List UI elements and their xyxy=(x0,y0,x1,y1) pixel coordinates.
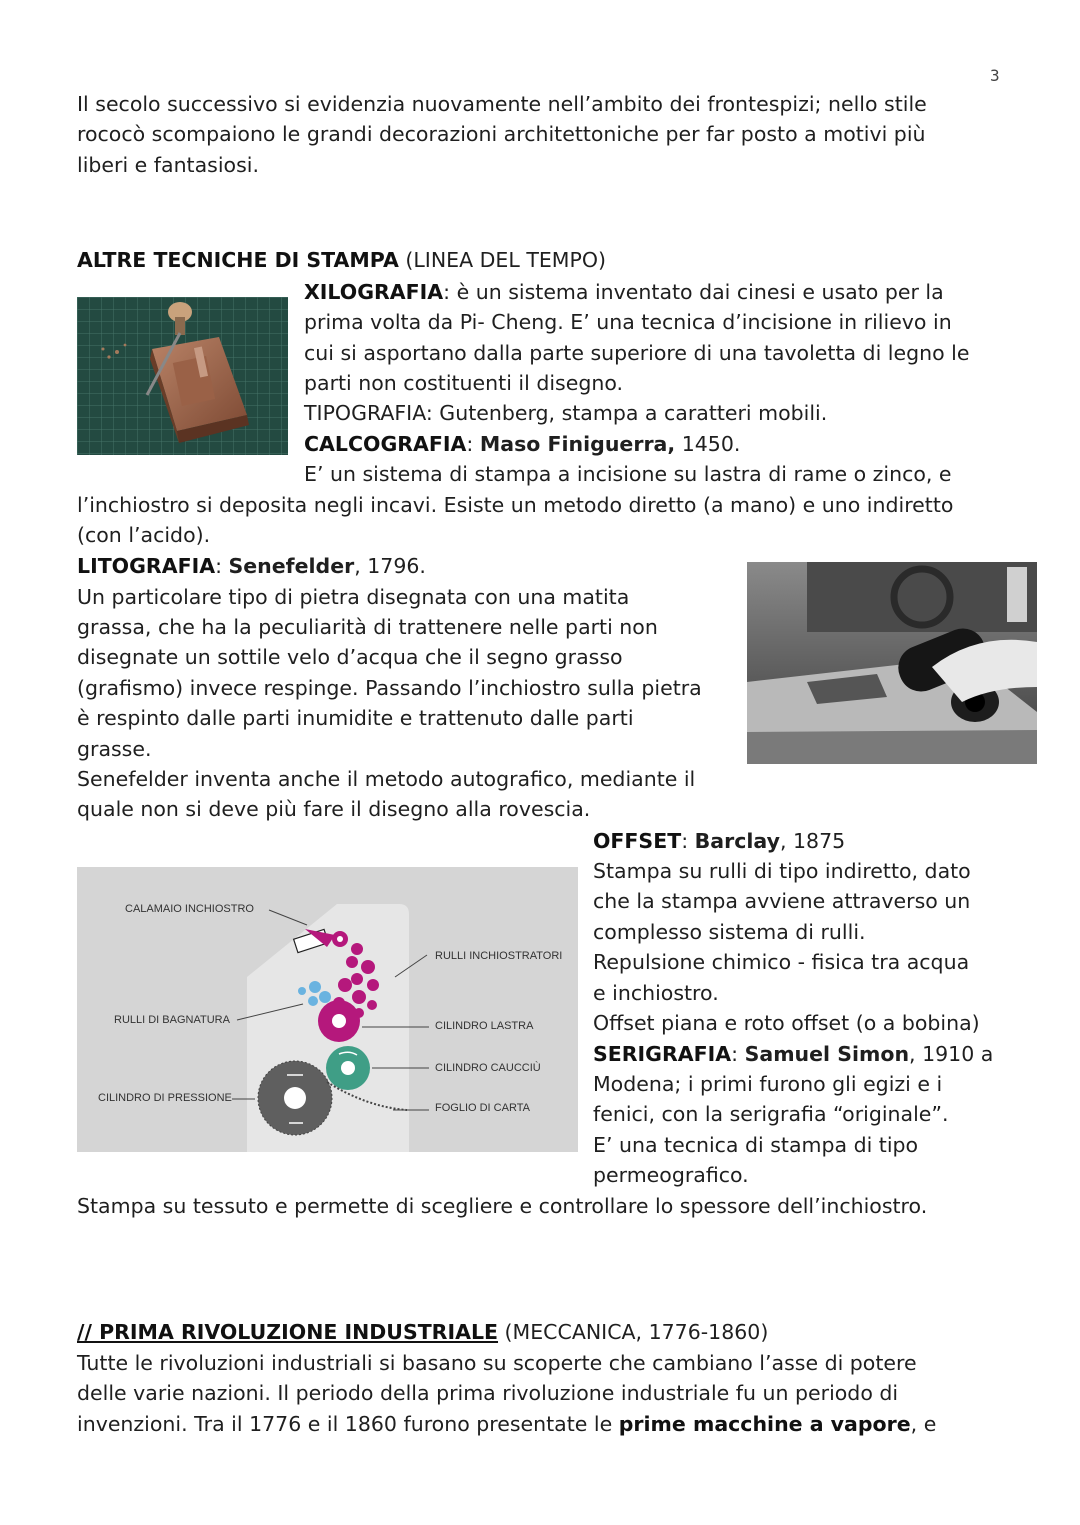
diagram-label-rulli-inchiostratori: RULLI INCHIOSTRATORI xyxy=(435,950,563,962)
litografia-line-8: quale non si deve più fare il disegno alla rovescia. xyxy=(77,797,591,821)
section2-line-1: Tutte le rivoluzioni industriali si basano su scoperte che cambiano l’asse di potere xyxy=(77,1351,917,1375)
calcografia-line-2: E’ un sistema di stampa a incisione su lastra di rame o zinco, e xyxy=(304,462,952,486)
serigrafia-final: Stampa su tessuto e permette di scegliere e controllare lo spessore dell’inchiostro. xyxy=(77,1194,928,1218)
litografia-year: , 1796. xyxy=(354,554,426,578)
xilografia-line-4: parti non costituenti il disegno. xyxy=(304,371,624,395)
calcografia-line-4: (con l’acido). xyxy=(77,523,211,547)
litografia-line-4: (grafismo) invece respinge. Passando l’inchiostro sulla pietra xyxy=(77,676,702,700)
litografia-line-1: Un particolare tipo di pietra disegnata con una matita xyxy=(77,585,630,609)
offset-term: OFFSET xyxy=(593,829,682,853)
serigrafia-name: Samuel Simon xyxy=(744,1042,910,1066)
xilografia-term: XILOGRAFIA xyxy=(304,280,444,304)
section-title-rivoluzione xyxy=(77,1317,768,1347)
offset-line-6: Offset piana e roto offset (o a bobina) xyxy=(593,1011,980,1035)
section2-line-3c: , e xyxy=(910,1412,937,1436)
xilografia-photo xyxy=(77,297,288,455)
litografia-line-6: grasse. xyxy=(77,737,152,761)
section2-subtitle: (MECCANICA, 1776-1860) xyxy=(498,1320,769,1344)
offset-line-1: Stampa su rulli di tipo indiretto, dato xyxy=(593,859,971,883)
diagram-label-foglio: FOGLIO DI CARTA xyxy=(435,1102,530,1114)
litografia-photo xyxy=(747,562,1037,764)
serigrafia-line-1: Modena; i primi furono gli egizi e i xyxy=(593,1072,943,1096)
diagram-label-cilindro-pressione: CILINDRO DI PRESSIONE xyxy=(98,1092,232,1104)
calcografia-name: Maso Finiguerra, xyxy=(479,432,676,456)
calcografia-sep: : xyxy=(466,432,480,456)
litografia-name: Senefelder xyxy=(228,554,355,578)
serigrafia-line-3: E’ una tecnica di stampa di tipo xyxy=(593,1133,919,1157)
offset-title xyxy=(593,826,845,856)
litografia-title xyxy=(77,551,426,581)
serigrafia-sep: : xyxy=(731,1042,745,1066)
xilografia-line-1 xyxy=(304,277,944,307)
diagram-label-calamaio: CALAMAIO INCHIOSTRO xyxy=(125,903,254,915)
litografia-line-3: disegnate un sottile velo d’acqua che il segno grasso xyxy=(77,645,623,669)
section2-line-2: delle varie nazioni. Il periodo della prima rivoluzione industriale fu un periodo di xyxy=(77,1381,899,1405)
tipografia-line: TIPOGRAFIA: Gutenberg, stampa a caratteri mobili. xyxy=(304,401,828,425)
section-title-altre-tecniche xyxy=(77,245,606,275)
offset-sep: : xyxy=(681,829,695,853)
offset-diagram xyxy=(77,867,578,1152)
calcografia-year: 1450. xyxy=(675,432,741,456)
offset-line-4: Repulsione chimico - fisica tra acqua xyxy=(593,950,970,974)
page-number: 3 xyxy=(990,66,1000,85)
intro-line-3: liberi e fantasiosi. xyxy=(77,153,259,177)
section2-line-3a: invenzioni. Tra il 1776 e il 1860 furono presentate le xyxy=(77,1412,619,1436)
calcografia-line-3: l’inchiostro si deposita negli incavi. Esiste un metodo diretto (a mano) e uno indiretto xyxy=(77,493,954,517)
litografia-line-2: grassa, che ha la peculiarità di trattenere nelle parti non xyxy=(77,615,658,639)
diagram-label-cilindro-caucciu: CILINDRO CAUCCIÙ xyxy=(435,1062,541,1074)
serigrafia-line-4: permeografico. xyxy=(593,1163,749,1187)
offset-year: , 1875 xyxy=(779,829,846,853)
serigrafia-line-2: fenici, con la serigrafia “originale”. xyxy=(593,1102,949,1126)
litografia-sep: : xyxy=(215,554,229,578)
section-subtitle: (LINEA DEL TEMPO) xyxy=(405,248,606,272)
calcografia-term: CALCOGRAFIA xyxy=(304,432,467,456)
xilografia-text-1: : è un sistema inventato dai cinesi e usato per la xyxy=(443,280,944,304)
diagram-label-cilindro-lastra: CILINDRO LASTRA xyxy=(435,1020,534,1032)
serigrafia-term: SERIGRAFIA xyxy=(593,1042,732,1066)
diagram-label-rulli-bagnatura: RULLI DI BAGNATURA xyxy=(114,1014,230,1026)
xilografia-line-2: prima volta da Pi- Cheng. E’ una tecnica d’incisione in rilievo in xyxy=(304,310,952,334)
calcografia-line-1 xyxy=(304,429,740,459)
offset-line-5: e inchiostro. xyxy=(593,981,719,1005)
litografia-line-5: è respinto dalle parti inumidite e trattenuto dalle parti xyxy=(77,706,634,730)
serigrafia-rest: , 1910 a xyxy=(909,1042,994,1066)
intro-line-1: Il secolo successivo si evidenzia nuovamente nell’ambito dei frontespizi; nello stile xyxy=(77,92,927,116)
serigrafia-title xyxy=(593,1039,993,1069)
xilografia-line-3: cui si asportano dalla parte superiore di una tavoletta di legno le xyxy=(304,341,970,365)
section2-title-text: // PRIMA RIVOLUZIONE INDUSTRIALE xyxy=(77,1320,499,1344)
offset-line-2: che la stampa avviene attraverso un xyxy=(593,889,971,913)
section2-line-3 xyxy=(77,1409,936,1439)
offset-line-3: complesso sistema di rulli. xyxy=(593,920,866,944)
intro-line-2: rococò scompaiono le grandi decorazioni architettoniche per far posto a motivi più xyxy=(77,122,926,146)
section-title-text: ALTRE TECNICHE DI STAMPA xyxy=(77,248,399,272)
offset-name: Barclay xyxy=(694,829,780,853)
section2-bold-macchine: prime macchine a vapore xyxy=(618,1412,911,1436)
litografia-line-7: Senefelder inventa anche il metodo autografico, mediante il xyxy=(77,767,696,791)
litografia-term: LITOGRAFIA xyxy=(77,554,216,578)
